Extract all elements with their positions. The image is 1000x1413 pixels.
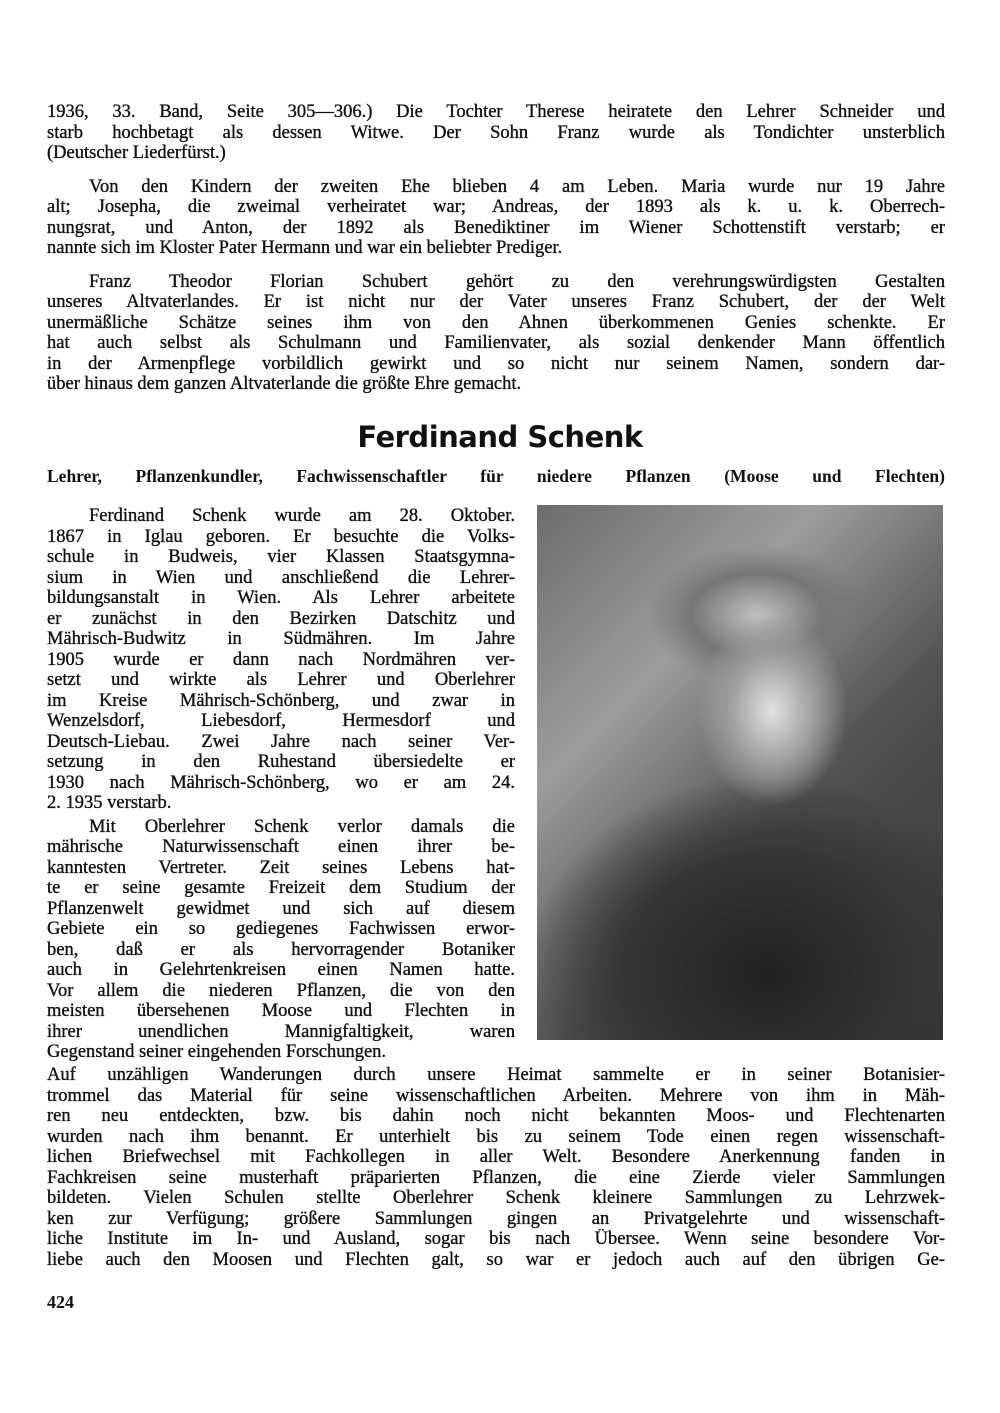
text-line: Ferdinand Schenk wurde am 28. Oktober. — [89, 506, 515, 526]
text-line: Franz Theodor Florian Schubert gehört zu den verehrungswürdigsten Gestalten — [89, 271, 945, 292]
text-line: unermäßliche Schätze seines ihm von den Ahnen überkommenen Genies schenkte. Er — [47, 312, 945, 333]
text-line: Mährisch-Budwitz in Südmähren. Im Jahre — [47, 629, 515, 649]
text-line: Gegenstand seiner eingehenden Forschungen. — [47, 1042, 387, 1062]
text-line: nannte sich im Kloster Pater Hermann und war ein beliebter Prediger. — [47, 238, 563, 258]
text-line: bildungsanstalt in Wien. Als Lehrer arbeitete — [47, 588, 515, 608]
text-line: hat auch selbst als Schulmann und Familienvater, als sozial denkender Mann öffentlich — [47, 333, 945, 353]
column-text — [47, 506, 515, 1063]
text-line: ben, daß er als hervorragender Botaniker — [47, 939, 515, 960]
text-line: Vor allem die niederen Pflanzen, die von den — [47, 980, 515, 1001]
text-line: setzt und wirkte als Lehrer und Oberlehrer — [47, 670, 515, 690]
text-line: Wenzelsdorf, Liebesdorf, Hermesdorf und — [47, 711, 515, 731]
text-line: Pflanzenwelt gewidmet und sich auf diesem — [47, 898, 515, 919]
text-line: liche Institute im In- und Ausland, sogar bis nach Übersee. Wenn seine besondere Vor- — [47, 1229, 945, 1249]
text-line: ihrer unendlichen Mannigfaltigkeit, waren — [47, 1021, 515, 1042]
text-line: Fachkreisen seine musterhaft präparierten Pflanzen, die eine Zierde vieler Sammlungen — [47, 1167, 945, 1188]
text-line: mährische Naturwissenschaft einen ihrer be- — [47, 837, 515, 857]
text-line: setzung in den Ruhestand übersiedelte er — [47, 752, 515, 772]
text-line: starb hochbetagt als dessen Witwe. Der Sohn Franz wurde als Tondichter unsterblich — [47, 122, 945, 143]
portrait-photo — [537, 505, 943, 1040]
text-line: 1905 wurde er dann nach Nordmähren ver- — [47, 649, 515, 670]
text-line: 1930 nach Mährisch-Schönberg, wo er am 24. — [47, 772, 515, 793]
text-line: auch in Gelehrtenkreisen einen Namen hatte. — [47, 960, 515, 980]
text-line: nungsrat, und Anton, der 1892 als Benediktiner im Wiener Schottenstift verstarb; er — [47, 217, 945, 238]
text-line: schule in Budweis, vier Klassen Staatsgymna- — [47, 547, 515, 567]
section-subtitle: Lehrer, Pflanzenkundler, Fachwissenschaftler für niedere Pflanzen (Moose und Flechten) — [47, 466, 945, 486]
bottom-text — [47, 1065, 945, 1270]
text-line: über hinaus dem ganzen Altvaterlande die größte Ehre gemacht. — [47, 374, 522, 394]
paragraph-gap — [47, 259, 945, 272]
section-title: Ferdinand Schenk — [357, 420, 643, 454]
text-line: (Deutscher Liederfürst.) — [47, 143, 226, 163]
text-line: ren neu entdeckten, bzw. bis dahin noch nicht bekannten Moos- und Flechtenarten — [47, 1106, 945, 1126]
text-line: kanntesten Vertreter. Zeit seines Lebens hat- — [47, 857, 515, 878]
paragraph-gap — [47, 164, 945, 177]
text-line: lichen Briefwechsel mit Fachkollegen in aller Welt. Besondere Anerkennung fanden in — [47, 1147, 945, 1167]
text-line: 1936, 33. Band, Seite 305—306.) Die Tochter Therese heiratete den Lehrer Schneider und — [47, 102, 945, 122]
text-line: te er seine gesamte Freizeit dem Studium der — [47, 878, 515, 898]
text-line: Von den Kindern der zweiten Ehe blieben 4 am Leben. Maria wurde nur 19 Jahre — [89, 176, 945, 197]
text-line: wurden nach ihm benannt. Er unterhielt bis zu seinem Tode einen regen wissenschaft- — [47, 1126, 945, 1147]
text-line: Deutsch-Liebau. Zwei Jahre nach seiner Ver- — [47, 731, 515, 752]
page-number: 424 — [47, 1292, 74, 1312]
text-line: Mit Oberlehrer Schenk verlor damals die — [89, 816, 515, 837]
text-line: bildeten. Vielen Schulen stellte Oberlehrer Schenk kleinere Sammlungen zu Lehrzwek- — [47, 1188, 945, 1208]
text-line: ken zur Verfügung; größere Sammlungen gingen an Privatgelehrte und wissenschaft- — [47, 1208, 945, 1229]
text-line: trommel das Material für seine wissenschaftlichen Arbeiten. Mehrere von ihm in Mäh- — [47, 1085, 945, 1106]
text-line: Auf unzähligen Wanderungen durch unsere Heimat sammelte er in seiner Botanisier- — [47, 1065, 945, 1085]
text-line: im Kreise Mährisch-Schönberg, und zwar in — [47, 690, 515, 711]
text-line: 1867 in Iglau geboren. Er besuchte die Volks- — [47, 526, 515, 547]
text-line: in der Armenpflege vorbildlich gewirkt und so nicht nur seinem Namen, sondern dar- — [47, 353, 945, 374]
text-line: 2. 1935 verstarb. — [47, 793, 172, 813]
text-line: alt; Josepha, die zweimal verheiratet war; Andreas, der 1893 als k. u. k. Oberrech- — [47, 197, 945, 217]
text-line: liebe auch den Moosen und Flechten galt, so war er jedoch auch auf den übrigen Ge- — [47, 1249, 945, 1270]
text-line: meisten übersehenen Moose und Flechten in — [47, 1001, 515, 1021]
text-line: sium in Wien und anschließend die Lehrer- — [47, 567, 515, 588]
text-line: unseres Altvaterlandes. Er ist nicht nur der Vater unseres Franz Schubert, der der Welt — [47, 292, 945, 312]
text-line: er zunächst in den Bezirken Datschitz und — [47, 608, 515, 629]
text-line: Gebiete ein so gediegenes Fachwissen erwor- — [47, 919, 515, 939]
top-text — [47, 102, 945, 395]
